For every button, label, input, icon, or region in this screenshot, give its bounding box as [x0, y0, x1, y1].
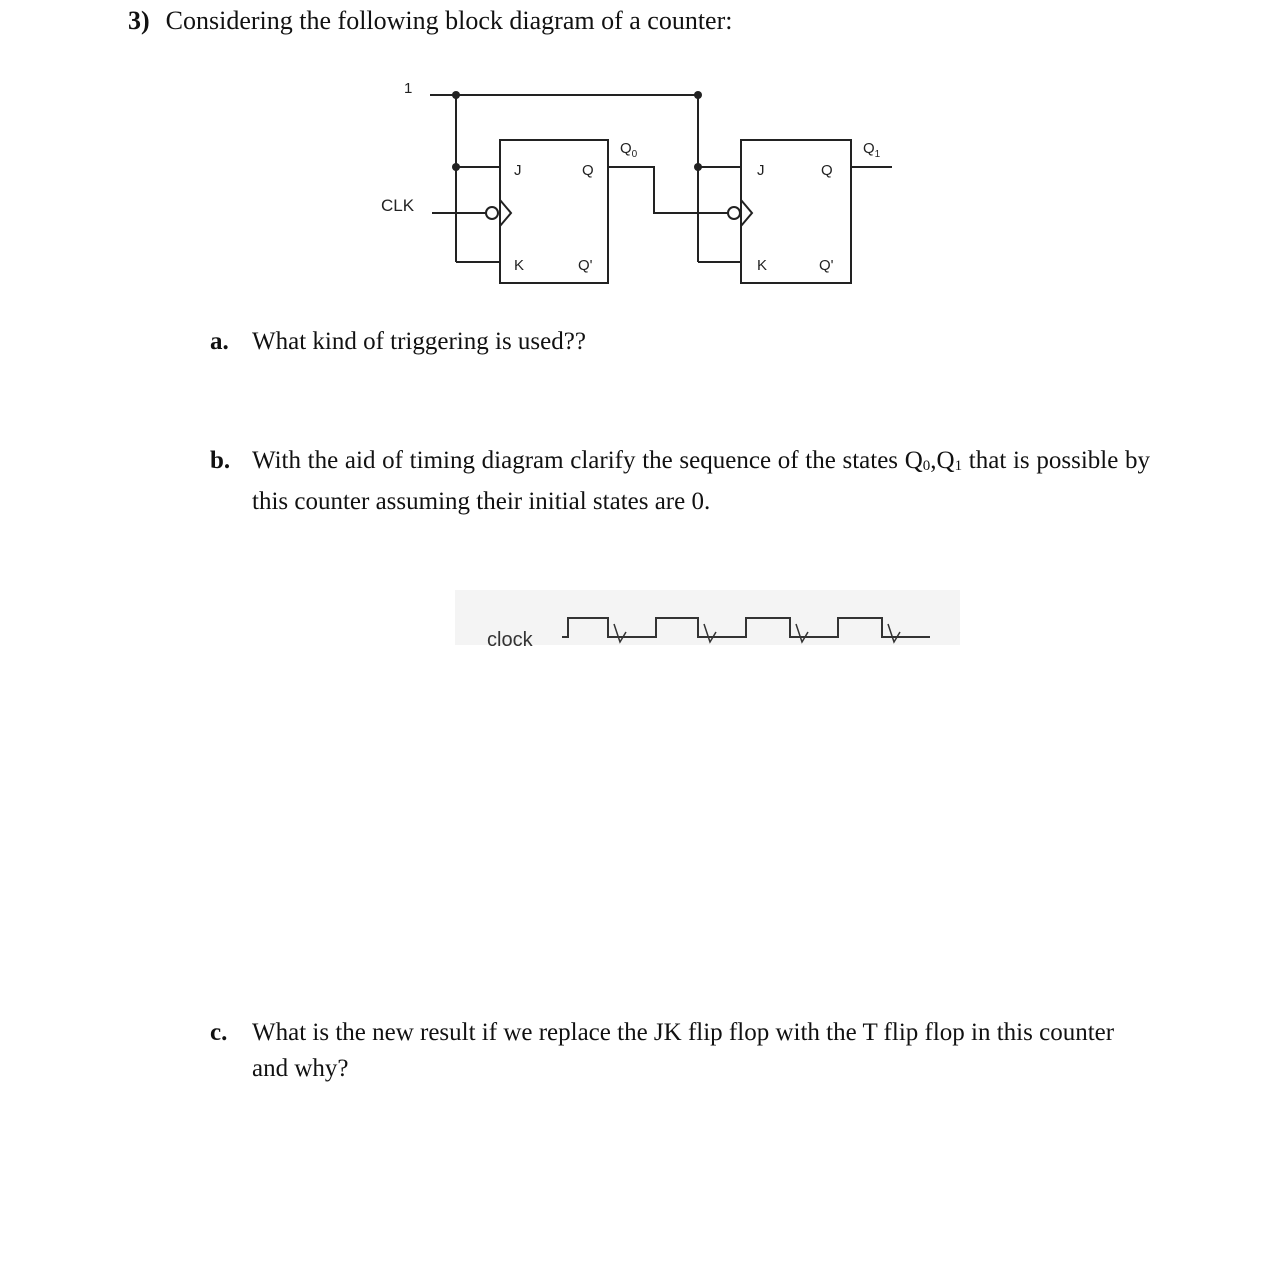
ff0-k-label: K: [514, 257, 525, 274]
part-b-text: With the aid of timing diagram clarify the sequence of the states $Q_0,Q_1$ that is possible by this counter assuming their initial states are 0.: [252, 447, 1150, 515]
ff1-k-label: K: [757, 257, 768, 274]
junction-dot: [452, 163, 460, 171]
part-a-text: What kind of triggering is used??: [252, 328, 586, 355]
ff1-clock-bubble: [728, 207, 740, 219]
ff0-qbar-label: Q': [578, 257, 593, 274]
ff1-clock-triangle: [741, 200, 752, 226]
q1-output-label: $Q_1$: [863, 140, 881, 160]
part-c: [210, 1015, 1150, 1087]
ff0-q-label: Q: [582, 162, 594, 179]
ff1-qbar-label: Q': [819, 257, 834, 274]
part-c-text: What is the new result if we replace the JK flip flop with the T flip flop in this counter and why?: [252, 1019, 1115, 1082]
ff0-clock-bubble: [486, 207, 498, 219]
clk-label: CLK: [381, 196, 415, 215]
junction-dot: [694, 163, 702, 171]
part-b-letter: b.: [210, 447, 231, 474]
question-text: Considering the following block diagram of a counter:: [165, 6, 733, 35]
wire-q0-output: [608, 167, 729, 213]
ff1-q-label: Q: [821, 162, 833, 179]
junction-dot: [694, 91, 702, 99]
junction-dot: [452, 91, 460, 99]
part-a: [210, 324, 1150, 360]
part-c-letter: c.: [210, 1019, 228, 1046]
timing-diagram: [455, 590, 960, 651]
ff0-clock-triangle: [500, 200, 511, 226]
part-a-letter: a.: [210, 328, 229, 355]
clock-label: clock: [487, 629, 533, 651]
ff0-j-label: J: [514, 162, 522, 179]
part-b: [210, 443, 1150, 520]
input-one-label: 1: [404, 80, 413, 97]
question-number: 3): [128, 6, 150, 35]
ff1-j-label: J: [757, 162, 765, 179]
q0-output-label: $Q_0$: [620, 140, 638, 160]
